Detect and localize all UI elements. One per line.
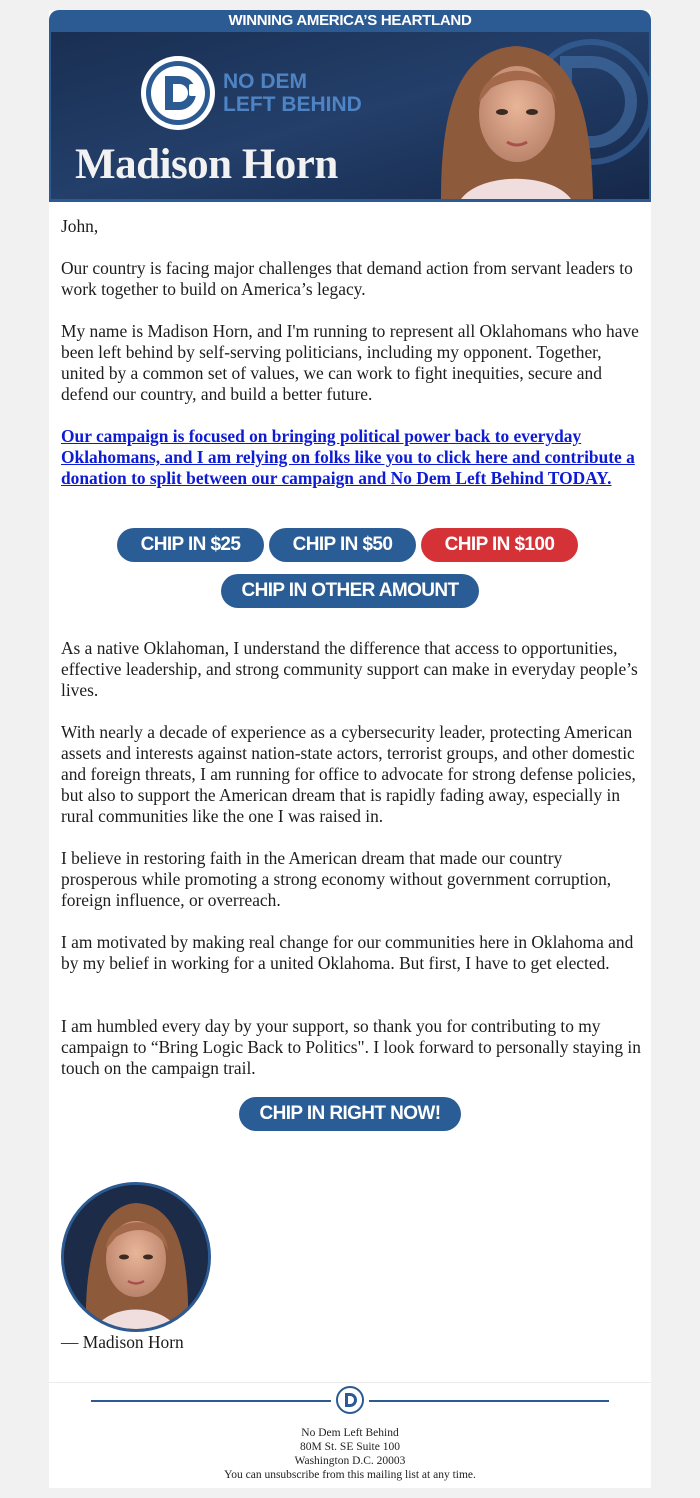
paragraph-6: I am motivated by making real change for our communities here in Oklahoma and by my belief in working for a united Oklahoma. But first, I have to get elected. (61, 932, 634, 973)
footer-divider-right (369, 1400, 609, 1402)
org-logo (139, 54, 217, 132)
paragraph-4: With nearly a decade of experience as a cybersecurity leader, protecting American assets and interests against nation-state actors, terrorist groups, and other domestic and foreign threats, I am running for office to advocate for strong defense policies, but also to support the American dream that is rapidly fading away, especially in rural communities like the one I was raised in. (61, 722, 636, 826)
candidate-portrait (61, 1182, 211, 1332)
chip-in-other-amount-button[interactable]: CHIP IN OTHER AMOUNT (221, 574, 479, 608)
footer-org-name: No Dem Left Behind (301, 1427, 399, 1439)
paragraph-2: My name is Madison Horn, and I'm running to represent all Oklahomans who have been left behind by self-serving politicians, including my opponent. Together, united by a common set of values, we can work to fight inequities, secure and defend our country, and build a better future. (61, 321, 639, 404)
footer-divider-left (91, 1400, 331, 1402)
paragraph-7: I am humbled every day by your support, so thank you for contributing to my campaign to “Bring Logic Back to Politics". I look forward to personally staying in touch on the campaign trail. (61, 1016, 641, 1078)
paragraph-5: I believe in restoring faith in the American dream that made our country prosperous while promoting a strong economy without government corruption, foreign influence, or overreach. (61, 848, 612, 910)
unsubscribe-notice[interactable]: You can unsubscribe from this mailing list at any time. (224, 1469, 476, 1481)
footer (49, 1382, 651, 1488)
banner-candidate-photo (421, 32, 611, 199)
footer-street: 80M St. SE Suite 100 (299, 1441, 400, 1453)
no-dem-left-behind-logo-icon (139, 54, 217, 132)
org-name-line1: NO DEM (223, 70, 307, 93)
paragraph-3: As a native Oklahoman, I understand the difference that access to opportunities, effective leadership, and strong community support can make in everyday people’s lives. (61, 638, 638, 700)
signature: — Madison Horn (61, 1332, 184, 1352)
footer-city: Washington D.C. 20003 (294, 1455, 406, 1467)
donate-link[interactable]: Our campaign is focused on bringing political power back to everyday Oklahomans, and I am relying on folks like you to click here and contribute a donation to split between our campaign and No Dem Left Behind TODAY. (61, 426, 635, 488)
chip-in-50-button[interactable]: CHIP IN $50 (269, 528, 416, 562)
footer-logo-icon (336, 1386, 364, 1419)
chip-in-right-now-button[interactable]: CHIP IN RIGHT NOW! (239, 1097, 461, 1131)
greeting: John, (61, 216, 99, 236)
chip-in-100-button[interactable]: CHIP IN $100 (421, 528, 578, 562)
paragraph-1: Our country is facing major challenges that demand action from servant leaders to work together to build on America’s legacy. (61, 258, 633, 299)
header-tagline: WINNING AMERICA’S HEARTLAND (49, 10, 651, 32)
email-container (49, 10, 651, 1488)
org-name-line2: LEFT BEHIND (223, 93, 362, 116)
chip-in-25-button[interactable]: CHIP IN $25 (117, 528, 264, 562)
candidate-name-heading: Madison Horn (75, 141, 338, 188)
